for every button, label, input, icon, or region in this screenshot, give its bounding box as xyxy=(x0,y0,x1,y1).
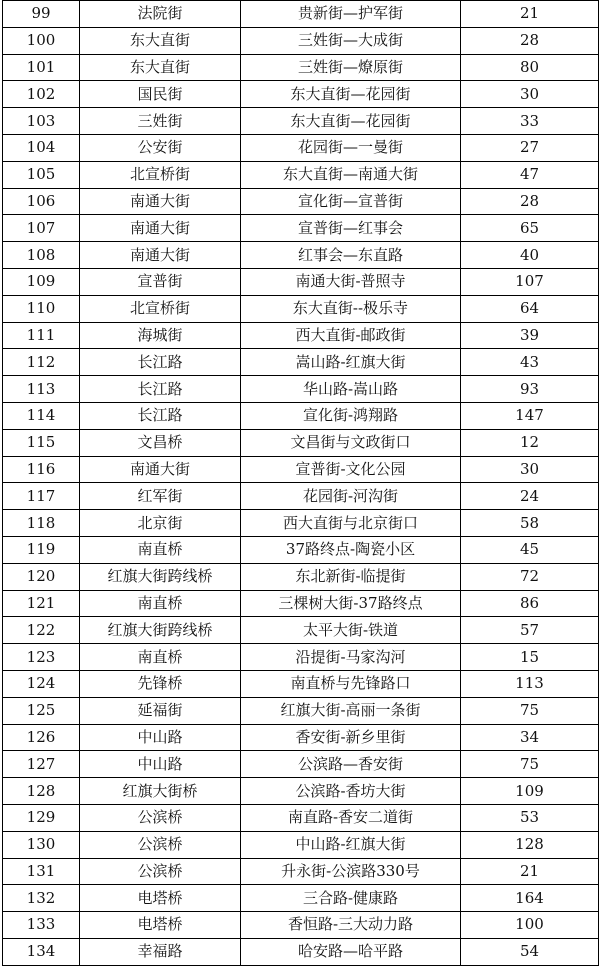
road-name-cell: 南直桥 xyxy=(80,590,241,617)
road-name-cell: 长江路 xyxy=(80,402,241,429)
road-name-cell: 电塔桥 xyxy=(80,912,241,939)
value-cell: 28 xyxy=(461,27,599,54)
table-row xyxy=(3,644,599,671)
road-name-cell: 南通大街 xyxy=(80,188,241,215)
section-cell: 宣化街—宣普街 xyxy=(241,188,461,215)
value-cell: 64 xyxy=(461,295,599,322)
road-name-cell: 公滨桥 xyxy=(80,804,241,831)
table-row xyxy=(3,590,599,617)
value-cell: 12 xyxy=(461,429,599,456)
value-cell: 33 xyxy=(461,108,599,135)
table-row xyxy=(3,456,599,483)
road-name-cell: 北宣桥街 xyxy=(80,161,241,188)
section-cell: 宣普街—红事会 xyxy=(241,215,461,242)
value-cell: 21 xyxy=(461,1,599,28)
table-row xyxy=(3,27,599,54)
row-number-cell: 105 xyxy=(3,161,80,188)
row-number-cell: 113 xyxy=(3,376,80,403)
row-number-cell: 117 xyxy=(3,483,80,510)
value-cell: 30 xyxy=(461,81,599,108)
road-name-cell: 长江路 xyxy=(80,349,241,376)
section-cell: 嵩山路-红旗大街 xyxy=(241,349,461,376)
value-cell: 147 xyxy=(461,402,599,429)
row-number-cell: 100 xyxy=(3,27,80,54)
road-name-cell: 幸福路 xyxy=(80,938,241,965)
road-name-cell: 电塔桥 xyxy=(80,885,241,912)
section-cell: 东大直街—花园街 xyxy=(241,81,461,108)
data-table-container xyxy=(2,0,598,961)
value-cell: 54 xyxy=(461,938,599,965)
row-number-cell: 101 xyxy=(3,54,80,81)
section-cell: 沿提街-马家沟河 xyxy=(241,644,461,671)
road-name-cell: 南通大街 xyxy=(80,456,241,483)
value-cell: 43 xyxy=(461,349,599,376)
row-number-cell: 131 xyxy=(3,858,80,885)
road-name-cell: 三姓街 xyxy=(80,108,241,135)
table-row xyxy=(3,617,599,644)
value-cell: 100 xyxy=(461,912,599,939)
road-name-cell: 东大直街 xyxy=(80,27,241,54)
row-number-cell: 122 xyxy=(3,617,80,644)
value-cell: 28 xyxy=(461,188,599,215)
value-cell: 27 xyxy=(461,134,599,161)
section-cell: 贵新街—护军街 xyxy=(241,1,461,28)
road-name-cell: 中山路 xyxy=(80,751,241,778)
table-row xyxy=(3,536,599,563)
row-number-cell: 106 xyxy=(3,188,80,215)
row-number-cell: 118 xyxy=(3,510,80,537)
value-cell: 53 xyxy=(461,804,599,831)
row-number-cell: 125 xyxy=(3,697,80,724)
row-number-cell: 108 xyxy=(3,242,80,269)
row-number-cell: 134 xyxy=(3,938,80,965)
section-cell: 东大直街--极乐寺 xyxy=(241,295,461,322)
table-row xyxy=(3,1,599,28)
row-number-cell: 111 xyxy=(3,322,80,349)
row-number-cell: 109 xyxy=(3,268,80,295)
section-cell: 哈安路—哈平路 xyxy=(241,938,461,965)
table-row xyxy=(3,242,599,269)
row-number-cell: 99 xyxy=(3,1,80,28)
table-row xyxy=(3,188,599,215)
road-name-cell: 公滨桥 xyxy=(80,858,241,885)
table-row xyxy=(3,483,599,510)
road-name-cell: 南直桥 xyxy=(80,644,241,671)
row-number-cell: 119 xyxy=(3,536,80,563)
row-number-cell: 127 xyxy=(3,751,80,778)
road-name-cell: 红旗大街跨线桥 xyxy=(80,563,241,590)
row-number-cell: 129 xyxy=(3,804,80,831)
table-row xyxy=(3,804,599,831)
section-cell: 文昌街与文政街口 xyxy=(241,429,461,456)
value-cell: 75 xyxy=(461,751,599,778)
value-cell: 128 xyxy=(461,831,599,858)
section-cell: 华山路-嵩山路 xyxy=(241,376,461,403)
road-name-cell: 中山路 xyxy=(80,724,241,751)
section-cell: 西大直街-邮政街 xyxy=(241,322,461,349)
section-cell: 花园街—一曼街 xyxy=(241,134,461,161)
row-number-cell: 107 xyxy=(3,215,80,242)
road-name-cell: 公安街 xyxy=(80,134,241,161)
value-cell: 107 xyxy=(461,268,599,295)
section-cell: 公滨路—香安街 xyxy=(241,751,461,778)
section-cell: 东大直街—花园街 xyxy=(241,108,461,135)
section-cell: 三姓街—大成街 xyxy=(241,27,461,54)
value-cell: 86 xyxy=(461,590,599,617)
value-cell: 34 xyxy=(461,724,599,751)
section-cell: 南直桥与先锋路口 xyxy=(241,670,461,697)
section-cell: 公滨路-香坊大街 xyxy=(241,778,461,805)
road-name-cell: 先锋桥 xyxy=(80,670,241,697)
road-name-cell: 长江路 xyxy=(80,376,241,403)
value-cell: 72 xyxy=(461,563,599,590)
value-cell: 80 xyxy=(461,54,599,81)
table-body xyxy=(3,1,599,966)
road-name-cell: 东大直街 xyxy=(80,54,241,81)
row-number-cell: 112 xyxy=(3,349,80,376)
value-cell: 58 xyxy=(461,510,599,537)
road-name-cell: 红军街 xyxy=(80,483,241,510)
table-row xyxy=(3,215,599,242)
value-cell: 164 xyxy=(461,885,599,912)
value-cell: 39 xyxy=(461,322,599,349)
table-row xyxy=(3,161,599,188)
table-row xyxy=(3,429,599,456)
road-name-cell: 延福街 xyxy=(80,697,241,724)
value-cell: 75 xyxy=(461,697,599,724)
section-cell: 37路终点-陶瓷小区 xyxy=(241,536,461,563)
road-name-cell: 北宣桥街 xyxy=(80,295,241,322)
road-name-cell: 国民街 xyxy=(80,81,241,108)
table-row xyxy=(3,81,599,108)
road-name-cell: 南通大街 xyxy=(80,242,241,269)
table-row xyxy=(3,402,599,429)
value-cell: 30 xyxy=(461,456,599,483)
row-number-cell: 130 xyxy=(3,831,80,858)
section-cell: 西大直街与北京街口 xyxy=(241,510,461,537)
section-cell: 三姓街—燎原街 xyxy=(241,54,461,81)
road-name-cell: 红旗大街桥 xyxy=(80,778,241,805)
section-cell: 东大直街—南通大街 xyxy=(241,161,461,188)
row-number-cell: 124 xyxy=(3,670,80,697)
road-name-cell: 文昌桥 xyxy=(80,429,241,456)
value-cell: 57 xyxy=(461,617,599,644)
section-cell: 南直路-香安二道街 xyxy=(241,804,461,831)
table-row xyxy=(3,724,599,751)
section-cell: 南通大街-普照寺 xyxy=(241,268,461,295)
section-cell: 香恒路-三大动力路 xyxy=(241,912,461,939)
table-row xyxy=(3,697,599,724)
row-number-cell: 126 xyxy=(3,724,80,751)
road-name-cell: 北京街 xyxy=(80,510,241,537)
table-row xyxy=(3,510,599,537)
section-cell: 东北新街-临提街 xyxy=(241,563,461,590)
table-row xyxy=(3,134,599,161)
data-table xyxy=(2,0,599,966)
row-number-cell: 121 xyxy=(3,590,80,617)
value-cell: 93 xyxy=(461,376,599,403)
row-number-cell: 120 xyxy=(3,563,80,590)
table-row xyxy=(3,858,599,885)
row-number-cell: 115 xyxy=(3,429,80,456)
road-name-cell: 宣普街 xyxy=(80,268,241,295)
value-cell: 45 xyxy=(461,536,599,563)
road-name-cell: 公滨桥 xyxy=(80,831,241,858)
row-number-cell: 110 xyxy=(3,295,80,322)
road-name-cell: 法院街 xyxy=(80,1,241,28)
row-number-cell: 132 xyxy=(3,885,80,912)
row-number-cell: 103 xyxy=(3,108,80,135)
section-cell: 花园街-河沟街 xyxy=(241,483,461,510)
value-cell: 15 xyxy=(461,644,599,671)
road-name-cell: 南通大街 xyxy=(80,215,241,242)
value-cell: 24 xyxy=(461,483,599,510)
section-cell: 红旗大街-高丽一条街 xyxy=(241,697,461,724)
section-cell: 三合路-健康路 xyxy=(241,885,461,912)
table-row xyxy=(3,54,599,81)
section-cell: 宣普街-文化公园 xyxy=(241,456,461,483)
section-cell: 中山路-红旗大街 xyxy=(241,831,461,858)
table-row xyxy=(3,670,599,697)
value-cell: 65 xyxy=(461,215,599,242)
row-number-cell: 102 xyxy=(3,81,80,108)
table-row xyxy=(3,831,599,858)
row-number-cell: 114 xyxy=(3,402,80,429)
table-row xyxy=(3,885,599,912)
table-row xyxy=(3,376,599,403)
table-row xyxy=(3,108,599,135)
section-cell: 宣化街-鸿翔路 xyxy=(241,402,461,429)
road-name-cell: 南直桥 xyxy=(80,536,241,563)
table-row xyxy=(3,295,599,322)
road-name-cell: 红旗大街跨线桥 xyxy=(80,617,241,644)
row-number-cell: 128 xyxy=(3,778,80,805)
table-row xyxy=(3,912,599,939)
table-row xyxy=(3,322,599,349)
table-row xyxy=(3,778,599,805)
table-row xyxy=(3,751,599,778)
section-cell: 太平大街-铁道 xyxy=(241,617,461,644)
table-row xyxy=(3,563,599,590)
row-number-cell: 123 xyxy=(3,644,80,671)
value-cell: 109 xyxy=(461,778,599,805)
road-name-cell: 海城街 xyxy=(80,322,241,349)
value-cell: 113 xyxy=(461,670,599,697)
section-cell: 红事会—东直路 xyxy=(241,242,461,269)
table-row xyxy=(3,938,599,965)
section-cell: 香安街-新乡里街 xyxy=(241,724,461,751)
value-cell: 40 xyxy=(461,242,599,269)
section-cell: 升永街-公滨路330号 xyxy=(241,858,461,885)
table-row xyxy=(3,268,599,295)
value-cell: 21 xyxy=(461,858,599,885)
value-cell: 47 xyxy=(461,161,599,188)
row-number-cell: 104 xyxy=(3,134,80,161)
section-cell: 三棵树大街-37路终点 xyxy=(241,590,461,617)
row-number-cell: 116 xyxy=(3,456,80,483)
table-row xyxy=(3,349,599,376)
row-number-cell: 133 xyxy=(3,912,80,939)
